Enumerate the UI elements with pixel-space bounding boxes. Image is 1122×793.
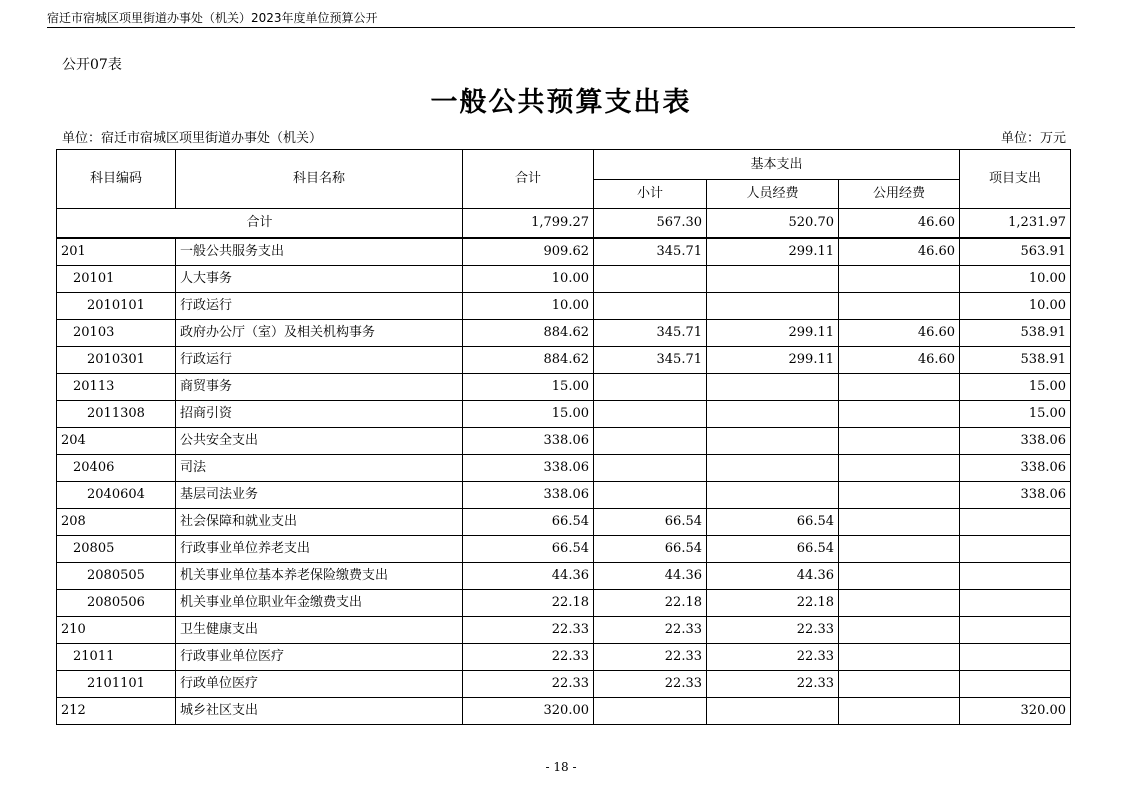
code-cell: 212 [57, 698, 176, 725]
public-cell [839, 293, 960, 320]
name-cell: 政府办公厅（室）及相关机构事务 [176, 320, 463, 347]
header-rule [47, 27, 1075, 28]
form-number: 公开07表 [62, 57, 122, 73]
public-cell [839, 428, 960, 455]
name-cell: 城乡社区支出 [176, 698, 463, 725]
personnel-cell [707, 266, 839, 293]
project-cell [960, 644, 1071, 671]
name-cell: 商贸事务 [176, 374, 463, 401]
subtotal-cell: 22.33 [594, 644, 707, 671]
table-row [57, 401, 1071, 428]
table-row [57, 455, 1071, 482]
personnel-cell: 22.18 [707, 590, 839, 617]
personnel-cell: 22.33 [707, 671, 839, 698]
subtotal-cell [594, 428, 707, 455]
project-cell [960, 617, 1071, 644]
public-cell [839, 509, 960, 536]
code-cell: 2080506 [57, 590, 176, 617]
total-project: 1,231.97 [960, 209, 1071, 239]
table-row [57, 509, 1071, 536]
table-row [57, 238, 1071, 266]
code-cell: 20113 [57, 374, 176, 401]
amount-cell: 22.33 [463, 617, 594, 644]
personnel-cell: 66.54 [707, 536, 839, 563]
header-public: 公用经费 [839, 180, 960, 209]
header-code: 科目编码 [57, 150, 176, 209]
subtotal-cell [594, 293, 707, 320]
name-cell: 行政事业单位医疗 [176, 644, 463, 671]
personnel-cell: 44.36 [707, 563, 839, 590]
code-cell: 2010101 [57, 293, 176, 320]
public-cell [839, 266, 960, 293]
code-cell: 201 [57, 238, 176, 266]
subtotal-cell: 345.71 [594, 238, 707, 266]
public-cell: 46.60 [839, 347, 960, 374]
subtotal-cell: 66.54 [594, 509, 707, 536]
table-row [57, 266, 1071, 293]
total-personnel: 520.70 [707, 209, 839, 239]
document-title: 一般公共预算支出表 [430, 87, 692, 118]
name-cell: 司法 [176, 455, 463, 482]
table-row [57, 563, 1071, 590]
header-row [57, 150, 1071, 180]
table-row [57, 536, 1071, 563]
project-cell: 338.06 [960, 428, 1071, 455]
public-cell: 46.60 [839, 238, 960, 266]
project-cell: 320.00 [960, 698, 1071, 725]
personnel-cell: 66.54 [707, 509, 839, 536]
table-row [57, 590, 1071, 617]
code-cell: 2010301 [57, 347, 176, 374]
code-cell: 2040604 [57, 482, 176, 509]
amount-cell: 66.54 [463, 509, 594, 536]
code-cell: 204 [57, 428, 176, 455]
page-number: - 18 - [545, 760, 577, 774]
code-cell: 2101101 [57, 671, 176, 698]
total-public: 46.60 [839, 209, 960, 239]
table-row [57, 374, 1071, 401]
table-row [57, 320, 1071, 347]
table-row [57, 644, 1071, 671]
project-cell: 538.91 [960, 347, 1071, 374]
project-cell: 538.91 [960, 320, 1071, 347]
amount-cell: 15.00 [463, 401, 594, 428]
table-row [57, 617, 1071, 644]
personnel-cell [707, 698, 839, 725]
public-cell [839, 698, 960, 725]
subtotal-cell: 345.71 [594, 347, 707, 374]
name-cell: 卫生健康支出 [176, 617, 463, 644]
header-subtotal: 小计 [594, 180, 707, 209]
amount-cell: 22.33 [463, 671, 594, 698]
project-cell: 10.00 [960, 266, 1071, 293]
budget-table [56, 149, 1071, 725]
subtotal-cell: 66.54 [594, 536, 707, 563]
subtotal-cell [594, 374, 707, 401]
table-row [57, 428, 1071, 455]
amount-cell: 10.00 [463, 293, 594, 320]
header-total: 合计 [463, 150, 594, 209]
project-cell [960, 563, 1071, 590]
project-cell [960, 536, 1071, 563]
unit-name: 单位：宿迁市宿城区项里街道办事处（机关） [62, 131, 323, 146]
amount-cell: 320.00 [463, 698, 594, 725]
name-cell: 行政运行 [176, 347, 463, 374]
table-row [57, 347, 1071, 374]
subtotal-cell [594, 698, 707, 725]
header-project: 项目支出 [960, 150, 1071, 209]
personnel-cell: 22.33 [707, 644, 839, 671]
personnel-cell: 299.11 [707, 320, 839, 347]
personnel-cell [707, 482, 839, 509]
public-cell [839, 455, 960, 482]
header-name: 科目名称 [176, 150, 463, 209]
name-cell: 公共安全支出 [176, 428, 463, 455]
code-cell: 210 [57, 617, 176, 644]
personnel-cell [707, 455, 839, 482]
header-personnel: 人员经费 [707, 180, 839, 209]
personnel-cell [707, 374, 839, 401]
subtotal-cell: 22.18 [594, 590, 707, 617]
table-row [57, 293, 1071, 320]
name-cell: 基层司法业务 [176, 482, 463, 509]
subtotal-cell: 22.33 [594, 617, 707, 644]
total-row [57, 209, 1071, 239]
amount-cell: 66.54 [463, 536, 594, 563]
total-amount: 1,799.27 [463, 209, 594, 239]
personnel-cell: 299.11 [707, 347, 839, 374]
code-cell: 20406 [57, 455, 176, 482]
table-row [57, 671, 1071, 698]
public-cell [839, 374, 960, 401]
amount-cell: 22.33 [463, 644, 594, 671]
name-cell: 行政单位医疗 [176, 671, 463, 698]
subtotal-cell [594, 401, 707, 428]
public-cell [839, 617, 960, 644]
name-cell: 人大事务 [176, 266, 463, 293]
project-cell: 15.00 [960, 401, 1071, 428]
total-label: 合计 [57, 209, 463, 239]
currency-unit: 单位：万元 [1000, 131, 1066, 146]
amount-cell: 338.06 [463, 482, 594, 509]
name-cell: 社会保障和就业支出 [176, 509, 463, 536]
amount-cell: 15.00 [463, 374, 594, 401]
name-cell: 机关事业单位基本养老保险缴费支出 [176, 563, 463, 590]
project-cell: 338.06 [960, 482, 1071, 509]
total-subtotal: 567.30 [594, 209, 707, 239]
code-cell: 20103 [57, 320, 176, 347]
project-cell: 10.00 [960, 293, 1071, 320]
subtotal-cell: 22.33 [594, 671, 707, 698]
name-cell: 机关事业单位职业年金缴费支出 [176, 590, 463, 617]
personnel-cell [707, 401, 839, 428]
personnel-cell [707, 428, 839, 455]
project-cell: 15.00 [960, 374, 1071, 401]
personnel-cell [707, 293, 839, 320]
code-cell: 208 [57, 509, 176, 536]
name-cell: 招商引资 [176, 401, 463, 428]
project-cell [960, 509, 1071, 536]
running-header: 宿迁市宿城区项里街道办事处（机关）2023年度单位预算公开 [47, 11, 378, 25]
public-cell [839, 536, 960, 563]
amount-cell: 884.62 [463, 320, 594, 347]
table-row [57, 482, 1071, 509]
subtotal-cell [594, 455, 707, 482]
header-basic: 基本支出 [594, 150, 960, 180]
amount-cell: 909.62 [463, 238, 594, 266]
project-cell: 338.06 [960, 455, 1071, 482]
public-cell [839, 644, 960, 671]
project-cell [960, 590, 1071, 617]
amount-cell: 338.06 [463, 428, 594, 455]
amount-cell: 22.18 [463, 590, 594, 617]
name-cell: 行政运行 [176, 293, 463, 320]
amount-cell: 338.06 [463, 455, 594, 482]
public-cell [839, 401, 960, 428]
public-cell [839, 671, 960, 698]
public-cell [839, 563, 960, 590]
project-cell [960, 671, 1071, 698]
subtotal-cell [594, 482, 707, 509]
code-cell: 2080505 [57, 563, 176, 590]
public-cell [839, 482, 960, 509]
subtotal-cell [594, 266, 707, 293]
project-cell: 563.91 [960, 238, 1071, 266]
name-cell: 行政事业单位养老支出 [176, 536, 463, 563]
personnel-cell: 299.11 [707, 238, 839, 266]
amount-cell: 44.36 [463, 563, 594, 590]
public-cell: 46.60 [839, 320, 960, 347]
subtotal-cell: 345.71 [594, 320, 707, 347]
code-cell: 20805 [57, 536, 176, 563]
public-cell [839, 590, 960, 617]
code-cell: 20101 [57, 266, 176, 293]
code-cell: 21011 [57, 644, 176, 671]
code-cell: 2011308 [57, 401, 176, 428]
personnel-cell: 22.33 [707, 617, 839, 644]
name-cell: 一般公共服务支出 [176, 238, 463, 266]
amount-cell: 10.00 [463, 266, 594, 293]
subtotal-cell: 44.36 [594, 563, 707, 590]
amount-cell: 884.62 [463, 347, 594, 374]
table-row [57, 698, 1071, 725]
